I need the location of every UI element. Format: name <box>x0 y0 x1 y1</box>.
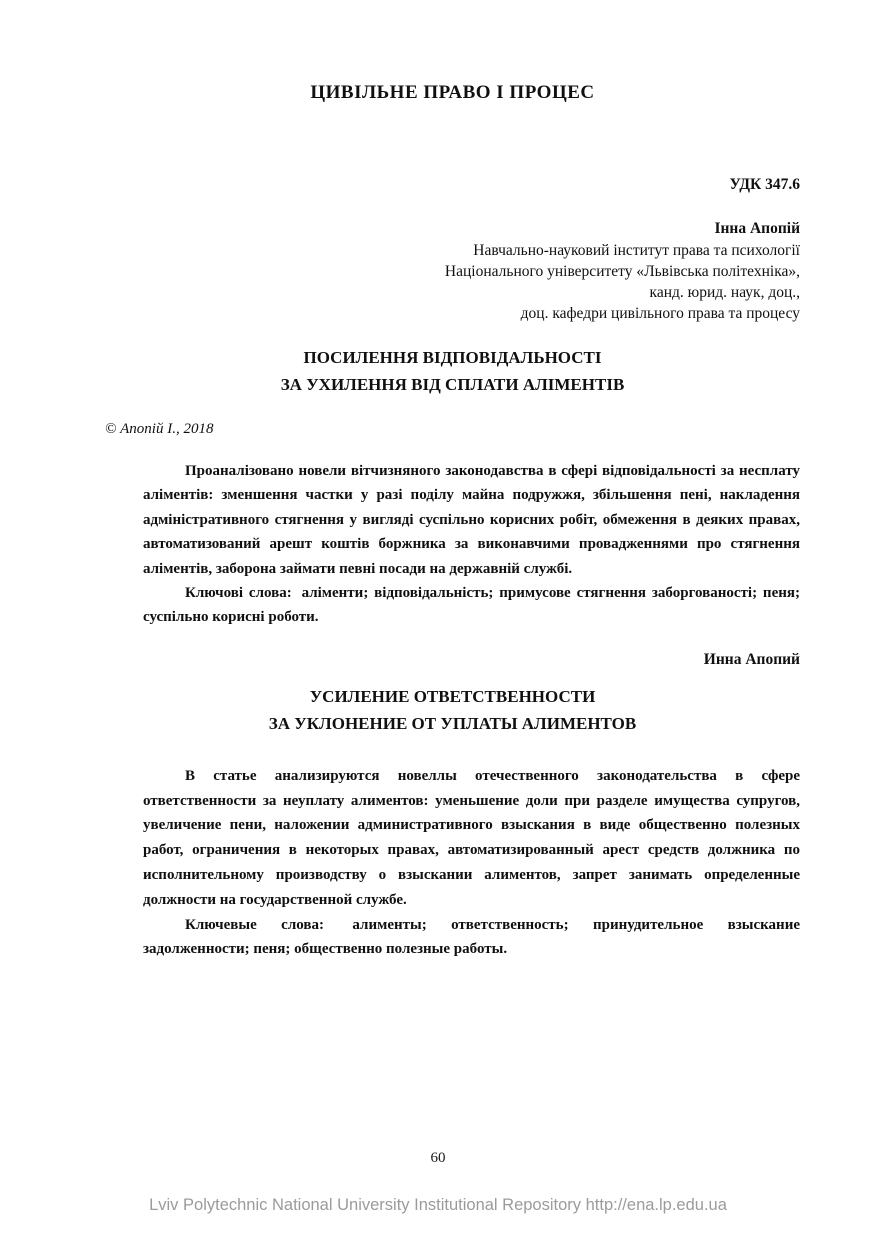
title-line: ПОСИЛЕННЯ ВІДПОВІДАЛЬНОСТІ <box>303 348 602 367</box>
keywords-text: аліменти; відповідальність; примусове стягнення заборгованості; пеня; суспільно корисні роботи. <box>143 585 800 626</box>
article-title-ua <box>105 344 800 398</box>
abstract-paragraph: В статье анализируются новеллы отечественного законодательства в сфере ответственности за неуплату алиментов: уменьшение доли при разделе имущества супругов, увеличение пени, наложении административного взыскания в виде общественно полезных работ, ограничения в некоторых правах, автоматизированный арест средств должника по исполнительному производству о взыскании алиментов, запрет занимать определенные должности на государственной службе. <box>143 767 800 908</box>
section-header: ЦИВІЛЬНЕ ПРАВО І ПРОЦЕС <box>310 82 595 103</box>
keywords-text: алименты; ответственность; принудительное взыскание задолженности; пеня; общественно полезные работы. <box>143 916 801 958</box>
article-title-ru <box>105 683 800 737</box>
affiliation-line: канд. юрид. наук, доц., <box>649 284 800 301</box>
keywords-label: Ключевые слова: <box>185 916 324 933</box>
keywords-label: Ключові слова: <box>185 585 292 602</box>
keywords-paragraph <box>143 581 800 630</box>
affiliation-line: Навчально-науковий інститут права та психології <box>473 242 800 259</box>
repository-footer: Lviv Polytechnic National University Institutional Repository http://ena.lp.edu.ua <box>149 1196 727 1214</box>
title-line: УСИЛЕНИЕ ОТВЕТСТВЕННОСТИ <box>309 686 596 706</box>
page-number: 60 <box>430 1150 446 1166</box>
author-name-ua: Інна Апопій <box>714 220 800 237</box>
affiliation-line: Національного університету «Львівська політехніка», <box>444 263 800 280</box>
keywords-paragraph <box>143 913 800 963</box>
author-block-ua <box>105 218 800 324</box>
abstract-ua <box>143 459 800 630</box>
abstract-paragraph: Проаналізовано новели вітчизняного законодавства в сфері відповідальності за несплату аліментів: зменшення частки у разі поділу майна подружжя, збільшення пені, накладення адміністративного стягнення у вигляді суспільно корисних робіт, обмеження в деяких правах, автоматизований арешт коштів боржника за виконавчими провадженнями про стягнення аліментів, заборона займати певні посади на державній службі. <box>143 463 800 577</box>
abstract-ru <box>143 764 800 962</box>
title-line: ЗА УКЛОНЕНИЕ ОТ УПЛАТЫ АЛИМЕНТОВ <box>268 713 637 733</box>
affiliation-line: доц. кафедри цивільного права та процесу <box>520 305 800 322</box>
copyright-notice: © Апопій І., 2018 <box>105 421 214 437</box>
author-name-ru: Инна Апопий <box>703 650 800 668</box>
udc-code: УДК 347.6 <box>729 176 800 193</box>
title-line: ЗА УХИЛЕННЯ ВІД СПЛАТИ АЛІМЕНТІВ <box>280 375 625 394</box>
